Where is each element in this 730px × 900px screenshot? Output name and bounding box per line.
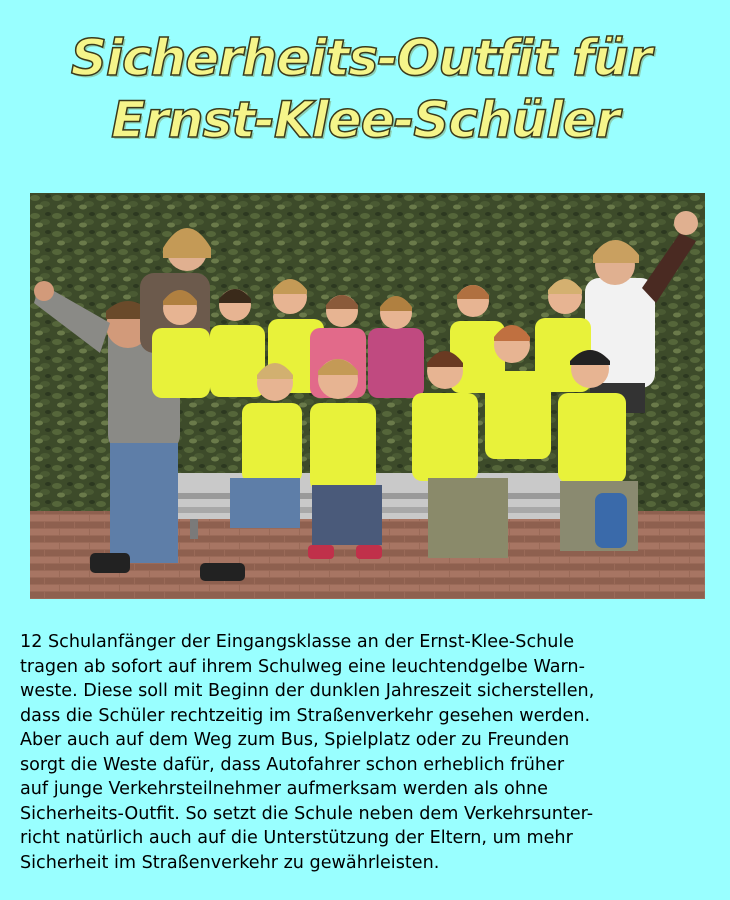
headline-line-2: Ernst-Klee-Schüler [111, 91, 619, 149]
group-photo [30, 193, 705, 599]
headline [0, 28, 730, 150]
article-line: weste. Diese soll mit Beginn der dunklen Jahreszeit sicherstellen, [20, 681, 595, 701]
article-line: dass die Schüler rechtzeitig im Straßenverkehr gesehen werden. [20, 705, 591, 726]
article-line: sorgt die Weste dafür, dass Autofahrer schon erheblich früher [20, 754, 565, 775]
article-line: auf junge Verkehrsteilnehmer aufmerksam werden als ohne [20, 779, 548, 799]
article-line: richt natürlich auch auf die Unterstützung der Eltern, um mehr [20, 828, 573, 848]
article-line: Aber auch auf dem Weg zum Bus, Spielplatz oder zu Freunden [20, 730, 570, 750]
article-text [20, 630, 720, 875]
article-line: Sicherheit im Straßenverkehr zu gewährleisten. [20, 852, 440, 873]
article-line: tragen ab sofort auf ihrem Schulweg eine leuchtendgelbe Warn- [20, 656, 585, 677]
article-line: Sicherheits-Outfit. So setzt die Schule neben dem Verkehrsunter- [20, 803, 594, 824]
headline-line-1: Sicherheits-Outfit für [70, 29, 652, 87]
article-line: 12 Schulanfänger der Eingangsklasse an der Ernst-Klee-Schule [20, 632, 575, 652]
